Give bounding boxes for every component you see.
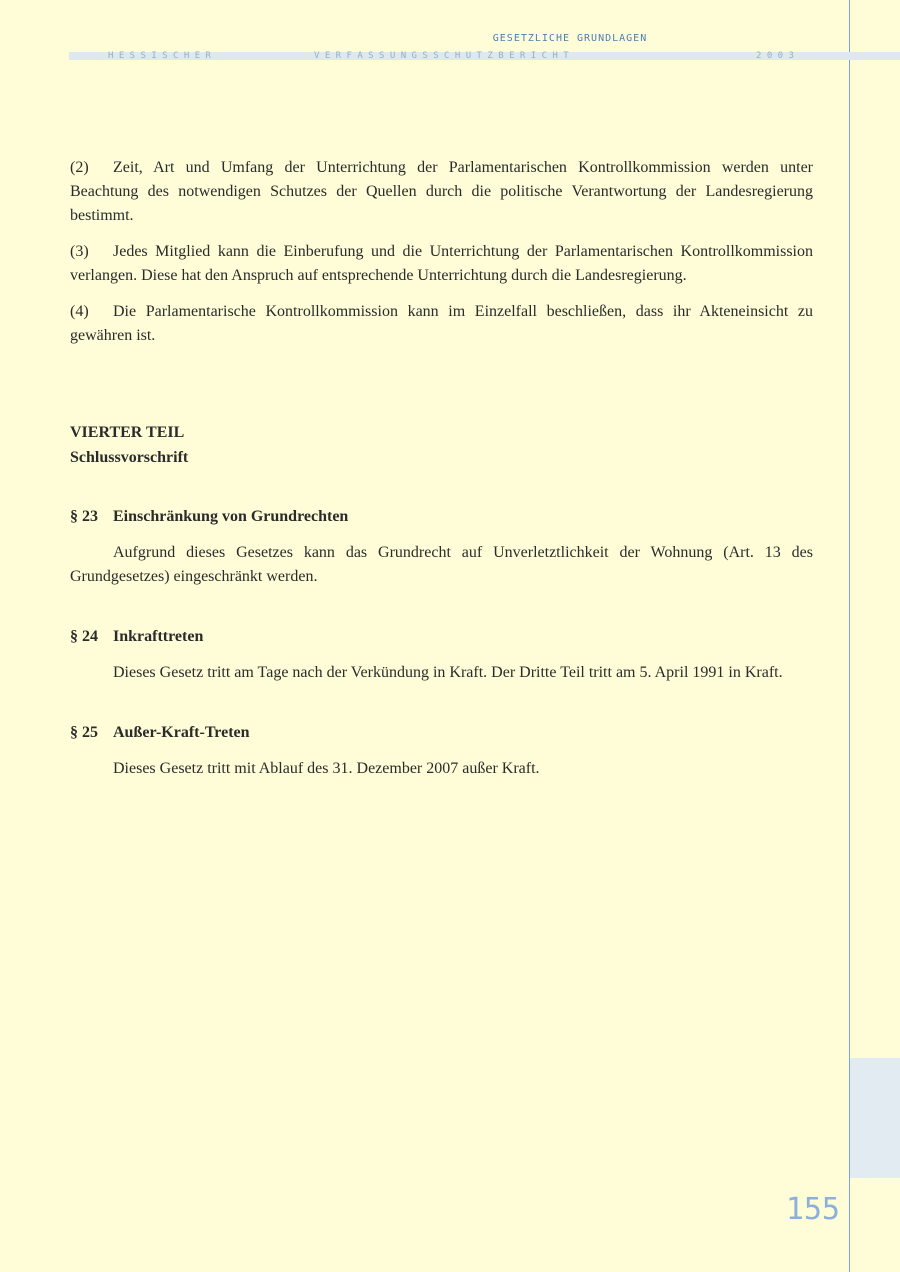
- paragraph-3: [70, 240, 813, 288]
- section-title: Inkrafttreten: [113, 628, 204, 645]
- section-label: GESETZLICHE GRUNDLAGEN: [492, 33, 648, 44]
- section-25: [70, 721, 813, 781]
- running-title-year: 2 0 0 3: [756, 51, 794, 61]
- section-body: Dieses Gesetz tritt am Tage nach der Verkündung in Kraft. Der Dritte Teil tritt am 5. April 1991 in Kraft.: [113, 664, 783, 681]
- section-heading: [70, 505, 813, 529]
- running-title-report: V E R F A S S U N G S S C H U T Z B E R I C H T: [314, 51, 569, 61]
- paragraph-text: Jedes Mitglied kann die Einberufung und die Unterrichtung der Parlamentarischen Kontrollkommission verlangen. Diese hat den Anspruch auf entsprechende Unterrichtung durch die Landesregierung.: [70, 243, 813, 284]
- paragraph-number: (3): [70, 243, 89, 260]
- section-body: Aufgrund dieses Gesetzes kann das Grundrecht auf Unverletztlichkeit der Wohnung (Art. 13 des Grundgesetzes) eingeschränkt werden.: [70, 544, 813, 585]
- section-heading: [70, 625, 813, 649]
- section-23: [70, 505, 813, 589]
- paragraph-text: Zeit, Art und Umfang der Unterrichtung der Parlamentarischen Kontrollkommission werden unter Beachtung des notwendigen Schutzes der Quellen durch die politische Verantwortung der Landesregierung bestimmt.: [70, 159, 813, 224]
- section-number: § 24: [70, 628, 98, 645]
- part-heading: [70, 420, 813, 470]
- running-title-publisher: H E S S I S C H E R: [108, 51, 211, 61]
- side-thumb-tab: [850, 1058, 900, 1178]
- section-title: Außer-Kraft-Treten: [113, 724, 250, 741]
- paragraph-number: (4): [70, 303, 89, 320]
- page-number: 155: [785, 1192, 840, 1227]
- section-number: § 25: [70, 724, 98, 741]
- section-body: Dieses Gesetz tritt mit Ablauf des 31. Dezember 2007 außer Kraft.: [113, 760, 540, 777]
- page-content: [70, 156, 813, 781]
- paragraph-text: Die Parlamentarische Kontrollkommission kann im Einzelfall beschließen, dass ihr Akteneinsicht zu gewähren ist.: [70, 303, 813, 344]
- paragraph-4: [70, 300, 813, 348]
- section-heading: [70, 721, 813, 745]
- section-24: [70, 625, 813, 685]
- part-title: VIERTER TEIL: [70, 424, 185, 441]
- paragraph-2: [70, 156, 813, 228]
- paragraph-number: (2): [70, 159, 89, 176]
- part-subtitle: Schlussvorschrift: [70, 449, 189, 466]
- section-number: § 23: [70, 508, 98, 525]
- section-title: Einschränkung von Grundrechten: [113, 508, 349, 525]
